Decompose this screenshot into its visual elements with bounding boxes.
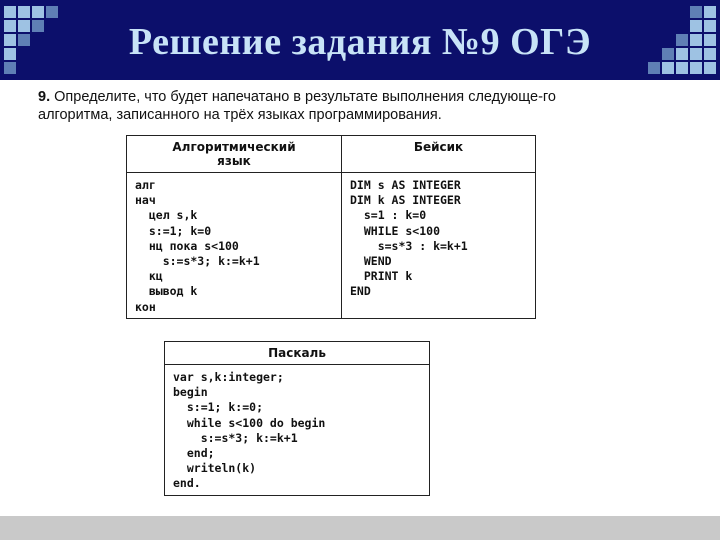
header-algorithmic-language: Алгоритмический язык <box>127 136 342 173</box>
code-pascal: var s,k:integer; begin s:=1; k:=0; while s<100 do begin s:=s*3; k:=k+1 end; writeln(k) end. <box>165 365 430 496</box>
code-basic: DIM s AS INTEGER DIM k AS INTEGER s=1 : k=0 WHILE s<100 s=s*3 : k=k+1 WEND PRINT k END <box>342 173 536 319</box>
code-table-algorithmic-basic <box>126 135 536 319</box>
page-title: Решение задания №9 ОГЭ <box>128 21 592 63</box>
header-basic: Бейсик <box>342 136 536 173</box>
task-description: Определите, что будет напечатано в результате выполнения следующе-го алгоритма, записанного на трёх языках программирования. <box>38 89 556 123</box>
task-text <box>38 88 618 124</box>
header-pascal: Паскаль <box>165 342 430 365</box>
header-bar <box>0 0 720 80</box>
footer-bar <box>0 516 720 540</box>
code-algorithmic-language: алг нач цел s,k s:=1; k=0 нц пока s<100 s:=s*3; k:=k+1 кц вывод k кон <box>127 173 342 319</box>
code-table-pascal <box>164 341 430 496</box>
task-number: 9. <box>38 89 51 105</box>
